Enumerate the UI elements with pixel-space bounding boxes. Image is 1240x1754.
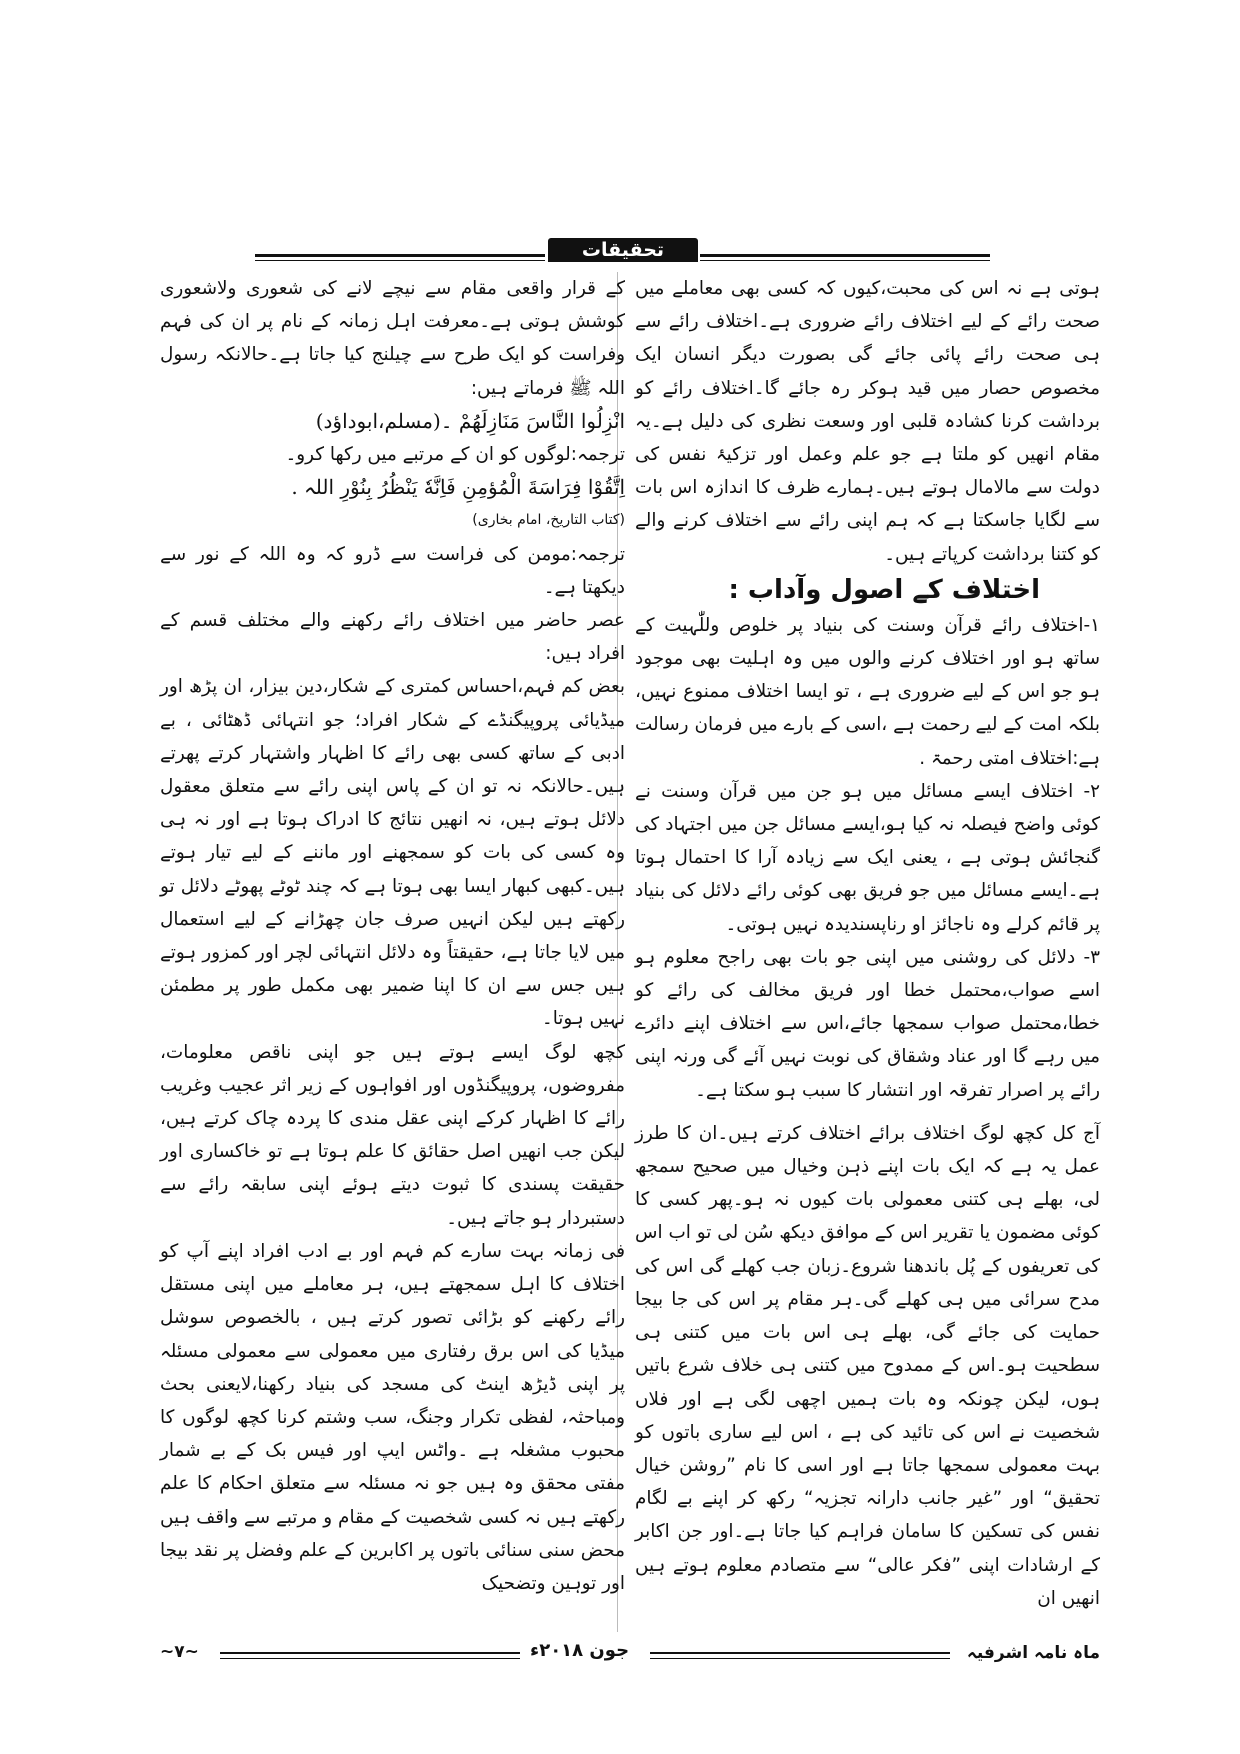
left-paragraph-1: کے قرار واقعی مقام سے نیچے لانے کی شعوری ولاشعوری کوشش ہوتی ہے۔معرفت اہل زمانہ کے نام پر ان کی فہم وفراست کو ایک طرح سے چیلنج کیا جاتا ہے۔حالانکہ رسول اللہ ﷺ فرماتے ہیں: [160, 278, 625, 399]
section-title: تحقیقات [548, 238, 698, 262]
hadith-1: انْزِلُوا النَّاسَ مَنَازِلَهُمْ ۔(مسلم،ابوداؤد) [315, 408, 625, 433]
left-column [160, 272, 625, 1600]
translation-1: ترجمہ:لوگوں کو ان کے مرتبے میں رکھا کرو۔ [285, 444, 625, 466]
hadith-2-reference: (کتاب التاریخ، امام بخاری) [472, 512, 625, 529]
header-rule-left [255, 254, 545, 257]
right-paragraph-2: ۱-اختلاف رائے قرآن وسنت کی بنیاد پر خلوص وللّٰہیت کے ساتھ ہو اور اختلاف کرنے والوں میں وہ اہلیت بھی موجود ہو جو اس کے لیے ضروری ہے ، تو ایسا اختلاف ممنوع نہیں، بلکہ امت کے لیے رحمت ہے ،اسی کے بارے میں فرمان رسالت ہے:اختلاف امتی رحمۃ . [635, 614, 1100, 769]
right-paragraph-1: ہوتی ہے نہ اس کی محبت،کیوں کہ کسی بھی معاملے میں صحت رائے کے لیے اختلاف رائے ضروری ہے۔اختلاف رائے سے ہی صحت رائے پائی جائے گی بصورت دیگر انسان ایک مخصوص حصار میں قید ہوکر رہ جائے گا۔اختلاف رائے کو برداشت کرنا کشادہ قلبی اور وسعت نظری کی دلیل ہے۔یہ مقام انھیں کو ملتا ہے جو علم وعمل اور تزکیۂ نفس کی دولت سے مالامال ہوتے ہیں۔ہمارے ظرف کا اندازہ اس بات سے لگایا جاسکتا ہے کہ ہم اپنی رائے سے اختلاف کرنے والے کو کتنا برداشت کرپاتے ہیں۔ [635, 278, 1100, 565]
page-footer [160, 1640, 1100, 1680]
left-paragraph-4: کچھ لوگ ایسے ہوتے ہیں جو اپنی ناقص معلومات، مفروضوں، پروپیگنڈوں اور افواہوں کے زیر اثر عجیب وغریب رائے کا اظہار کرکے اپنی عقل مندی کا پردہ چاک کرتے ہیں، لیکن جب انھیں اصل حقائق کا علم ہوتا ہے تو خاکساری اور حقیقت پسندی کا ثبوت دیتے ہوئے اپنی سابقہ رائے سے دستبردار ہو جاتے ہیں۔ [160, 1041, 625, 1229]
left-paragraph-5: فی زمانہ بہت سارے کم فہم اور بے ادب افراد اپنے آپ کو اختلاف کا اہل سمجھتے ہیں، ہر معاملے میں اپنی مستقل رائے رکھنے کو بڑائی تصور کرتے ہیں ، بالخصوص سوشل میڈیا کی اس برق رفتاری میں معمولی سے معمولی مسئلہ پر اپنی ڈیڑھ اینٹ کی مسجد کی بنیاد رکھنا،لایعنی بحث ومباحثہ، لفظی تکرار وجنگ، سب وشتم کرنا کچھ لوگوں کا محبوب مشغلہ ہے ۔واٹس ایپ اور فیس بک کے بے شمار مفتی محقق وہ ہیں جو نہ مسئلہ سے متعلق احکام کا علم رکھتے ہیں نہ کسی شخصیت کے مقام و مرتبے سے واقف ہیں محض سنی سنائی باتوں پر اکابرین کے علم وفضل پر نقد بیجا اور توہین وتضحیک [160, 1240, 625, 1594]
header-rule-left-thin [255, 260, 545, 261]
left-paragraph-3: بعض کم فہم،احساس کمتری کے شکار،دین بیزار، ان پڑھ اور میڈیائی پروپیگنڈے کے شکار افراد؛ جو انتہائی ڈھٹائی ، بے ادبی کے ساتھ کسی بھی رائے کا اظہار واشتہار کرتے پھرتے ہیں۔حالانکہ نہ تو ان کے پاس اپنی رائے سے متعلق معقول دلائل ہوتے ہیں، نہ انھیں نتائج کا ادراک ہوتا ہے اور نہ ہی وہ کسی کی بات کو سمجھنے اور ماننے کے لیے تیار ہوتے ہیں۔کبھی کبھار ایسا بھی ہوتا ہے کہ چند ٹوٹے پھوٹے دلائل تو رکھتے ہیں لیکن انہیں صرف جان چھڑانے کے لیے استعمال میں لایا جاتا ہے، حقیقتاً وہ دلائل انتہائی لچر اور کمزور ہوتے ہیں جس سے ان کا اپنا ضمیر بھی مکمل طور پر مطمئن نہیں ہوتا۔ [160, 676, 625, 1030]
right-paragraph-4: ۳- دلائل کی روشنی میں اپنی جو بات بھی راجح معلوم ہو اسے صواب،محتمل خطا اور فریق مخالف کی رائے کو خطا،محتمل صواب سمجھا جائے،اس سے اختلاف اپنے دائرے میں رہے گا اور عناد وشقاق کی نوبت نہیں آئے گی ورنہ اپنی رائے پر اصرار تفرقہ اور انتشار کا سبب ہو سکتا ہے۔ [635, 946, 1100, 1101]
hadith-2: اِتَّقُوْا فِرَاسَةَ الْمُؤمِنِ فَاِنَّهٗ يَنْظُرُ بِنُوْرِ اللہ . [291, 475, 625, 500]
translation-2: ترجمہ:مومن کی فراست سے ڈرو کہ وہ اللہ کے نور سے دیکھتا ہے۔ [160, 543, 625, 598]
header-rule-right-thin [700, 260, 990, 261]
right-column [635, 272, 1100, 1615]
right-paragraph-5: آج کل کچھ لوگ اختلاف برائے اختلاف کرتے ہیں۔ان کا طرز عمل یہ ہے کہ ایک بات اپنے ذہن وخیال میں صحیح سمجھ لی، بھلے ہی کتنی معمولی بات کیوں نہ ہو۔پھر کسی کا کوئی مضمون یا تقریر اس کے موافق دیکھ سُن لی تو اب اس کی تعریفوں کے پُل باندھنا شروع۔زبان جب کھلے گی اس کی مدح سرائی میں ہی کھلے گی۔ہر مقام پر اس کی جا بیجا حمایت کی جائے گی، بھلے ہی اس بات میں کتنی ہی سطحیت ہو۔اس کے ممدوح میں کتنی ہی خلاف شرع باتیں ہوں، لیکن چونکہ وہ بات ہمیں اچھی لگی ہے اور فلاں شخصیت نے اس کی تائید کی ہے ، اس لیے ساری باتوں کو بہت معمولی سمجھا جاتا ہے اور اسی کا نام ”روشن خیال تحقیق“ اور ”غیر جانب دارانہ تجزیہ“ رکھ کر اپنے بے لگام نفس کی تسکین کا سامان فراہم کیا جاتا ہے۔اور جن اکابر کے ارشادات اپنی ”فکر عالی“ سے متصادم معلوم ہوتے ہیں انھیں ان [635, 1122, 1100, 1609]
page-number: ~۷~ [160, 1642, 199, 1662]
section-heading: اختلاف کے اصول وآداب : [728, 574, 1040, 605]
right-paragraph-3: ۲- اختلاف ایسے مسائل میں ہو جن میں قرآن وسنت نے کوئی واضح فیصلہ نہ کیا ہو،ایسے مسائل جن میں اجتہاد کی گنجائش ہوتی ہے ، یعنی ایک سے زیادہ آرا کا احتمال ہوتا ہے۔ایسے مسائل میں جو فریق بھی کوئی رائے دلائل کی بنیاد پر قائم کرلے وہ ناجائز او رناپسندیدہ نہیں ہوتی۔ [635, 780, 1100, 935]
magazine-name: ماہ نامہ اشرفیہ [966, 1643, 1100, 1663]
issue-date: جون ۲۰۱۸ء [530, 1640, 630, 1661]
header-rule-right [700, 254, 990, 257]
left-paragraph-2: عصر حاضر میں اختلاف رائے رکھنے والے مختلف قسم کے افراد ہیں: [160, 610, 625, 665]
